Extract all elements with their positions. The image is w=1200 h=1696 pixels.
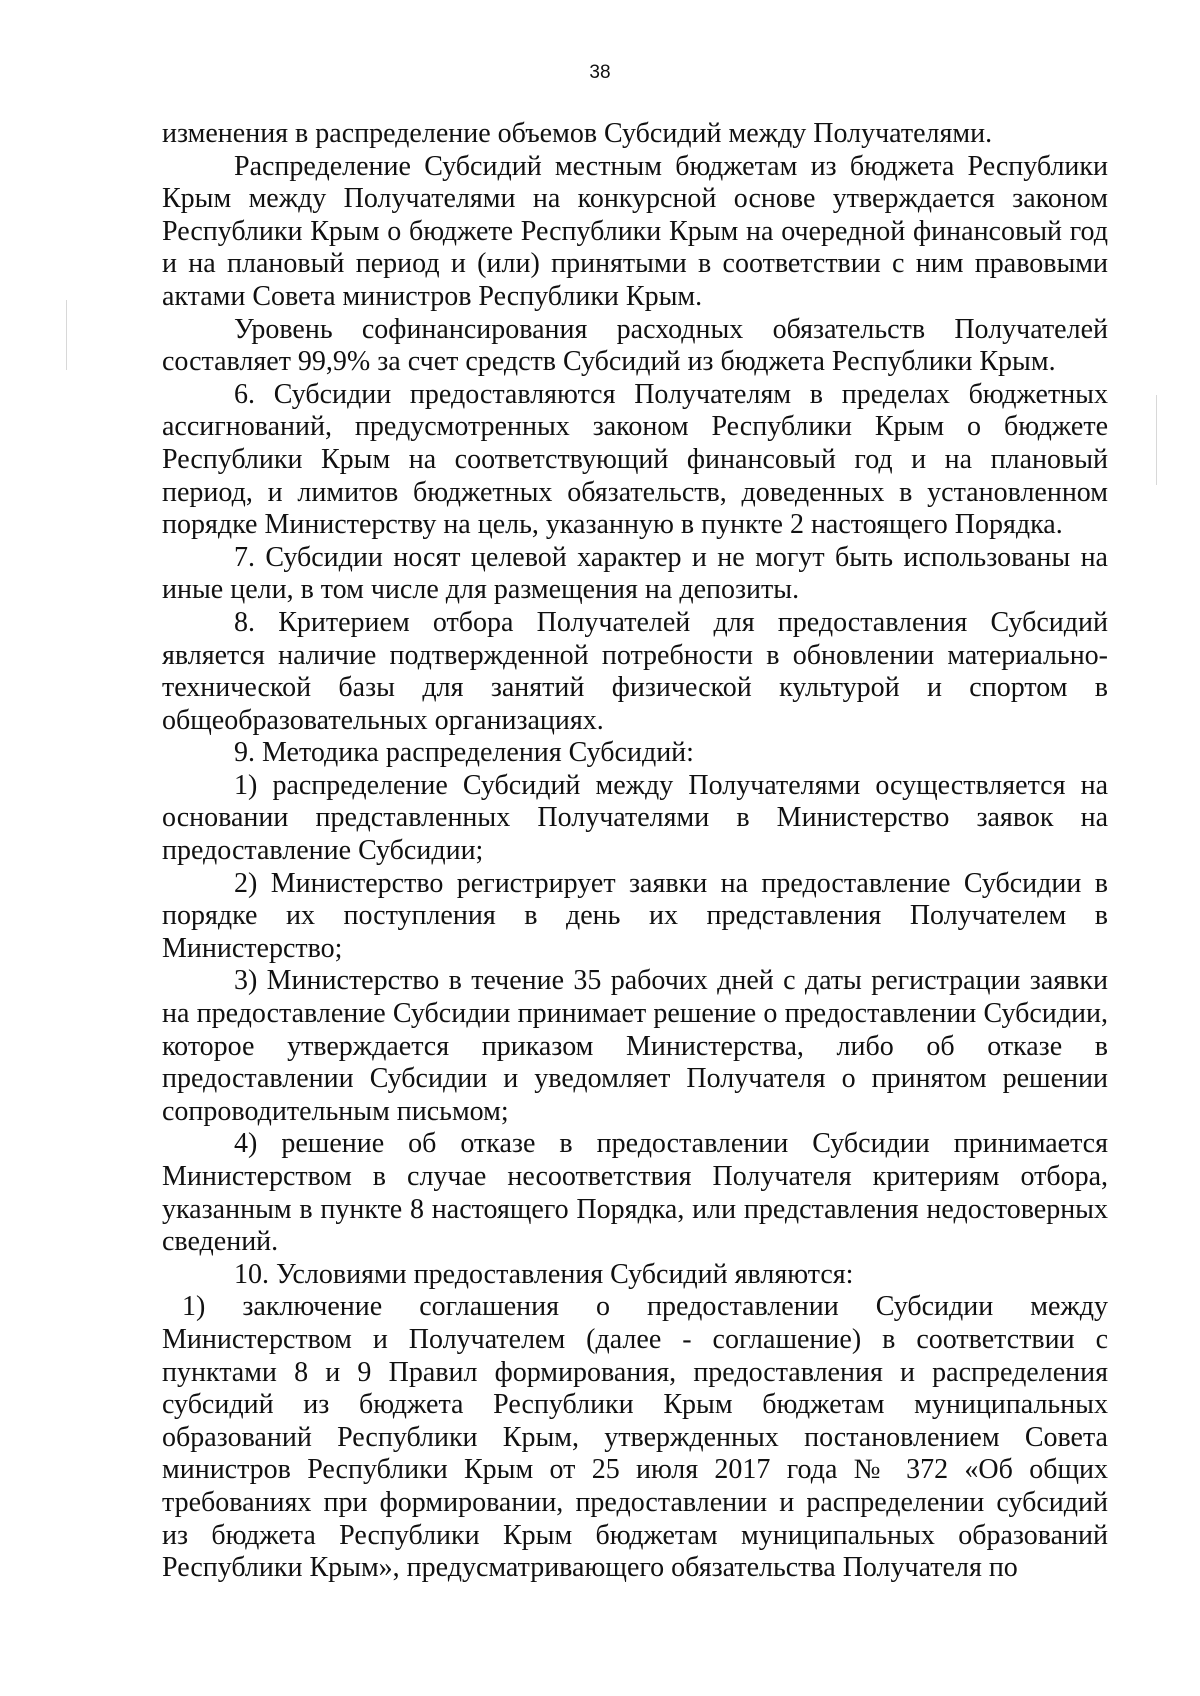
paragraph-item-10: 10. Условиями предоставления Субсидий являются: (234, 1258, 854, 1290)
page-number: 38 (589, 62, 611, 83)
paragraph-item-6: 6. Субсидии предоставляются Получателям в пределах бюджетных ассигнований, предусмотренных законом Республики Крым о бюджете Республики Крым на соответствующий финансовый год и на плановый период, и лимитов бюджетных обязательств, доведенных в установленном порядке Министерству на цель, указанную в пункте 2 настоящего Порядка. (162, 378, 1108, 541)
paragraph-cofinancing: Уровень софинансирования расходных обязательств Получателей составляет 99,9% за счет средств Субсидий из бюджета Республики Крым. (162, 313, 1108, 378)
paragraph-item-9: 9. Методика распределения Субсидий: (234, 737, 694, 769)
paragraph-distribution: Распределение Субсидий местным бюджетам из бюджета Республики Крым между Получателями на конкурсной основе утверждается законом Республики Крым о бюджете Республики Крым на очередной финансовый год и на плановый период и (или) принятыми в соответствии с ним правовыми актами Совета министров Республики Крым. (162, 150, 1108, 312)
scan-edge-mark-right (1156, 395, 1157, 485)
document-body (162, 118, 1108, 1585)
paragraph-continuation: изменения в распределение объемов Субсидий между Получателями. (162, 118, 993, 149)
paragraph-item-9-2: 2) Министерство регистрирует заявки на предоставление Субсидии в порядке их поступления в день их представления Получателем в Министерство; (162, 867, 1108, 964)
paragraph-item-9-4: 4) решение об отказе в предоставлении Субсидии принимается Министерством в случае несоответствия Получателя критериям отбора, указанным в пункте 8 настоящего Порядка, или представления недостоверных сведений. (162, 1128, 1108, 1258)
paragraph-item-7: 7. Субсидии носят целевой характер и не могут быть использованы на иные цели, в том числе для размещения на депозиты. (162, 541, 1108, 606)
paragraph-item-8: 8. Критерием отбора Получателей для предоставления Субсидий является наличие подтвержденной потребности в обновлении материально-технической базы для занятий физической культурой и спортом в общеобразовательных организациях. (162, 606, 1108, 736)
paragraph-item-9-1: 1) распределение Субсидий между Получателями осуществляется на основании представленных Получателями в Министерство заявок на предоставление Субсидии; (162, 769, 1108, 867)
paragraph-item-10-1: 1) заключение соглашения о предоставлении Субсидии между Министерством и Получателем (далее - соглашение) в соответствии с пунктами 8 и 9 Правил формирования, предоставления и распределения субсидий из бюджета Республики Крым бюджетам муниципальных образований Республики Крым, утвержденных постановлением Совета министров Республики Крым от 25 июля 2017 года № 372 «Об общих требованиях при формировании, предоставлении и распределении субсидий из бюджета Республики Крым бюджетам муниципальных образований Республики Крым», предусматривающего обязательства Получателя по (162, 1291, 1108, 1584)
paragraph-item-9-3: 3) Министерство в течение 35 рабочих дней с даты регистрации заявки на предоставление Субсидии принимает решение о предоставлении Субсидии, которое утверждается приказом Министерства, либо об отказе в предоставлении Субсидии и уведомляет Получателя о принятом решении сопроводительным письмом; (162, 965, 1108, 1127)
scan-edge-mark-left (66, 300, 67, 370)
